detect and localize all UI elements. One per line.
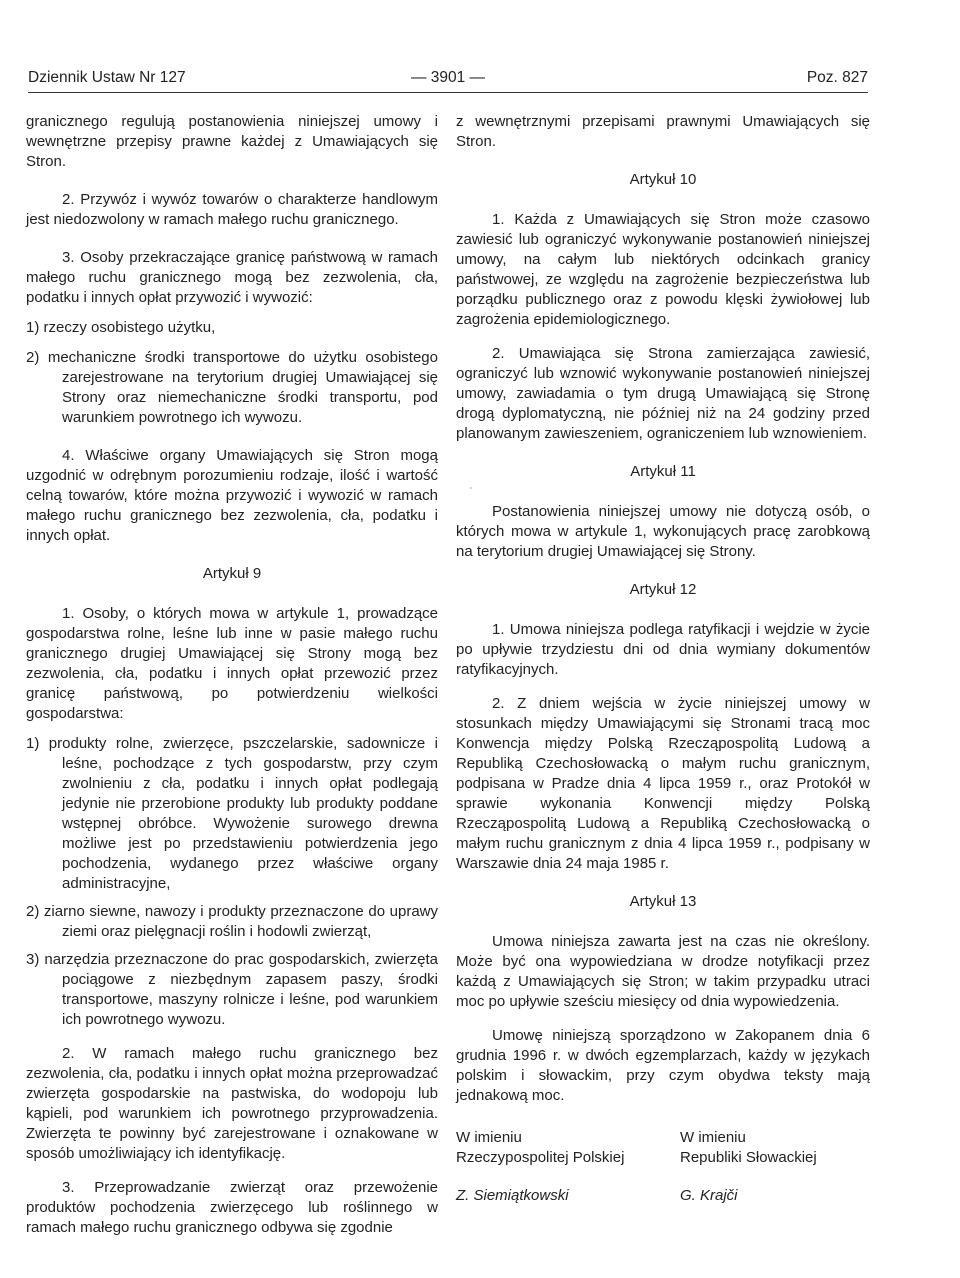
article-12-paragraph-1: 1. Umowa niniejsza podlega ratyfikacji i wejdzie w życie po upływie trzydziestu dni od dnia wymiany dokumentów ratyfikacyjnych. — [456, 621, 870, 678]
article-12-paragraph-2: 2. Z dniem wejścia w życie niniejszej umowy w stosunkach między Umawiającymi się Stronami tracą moc Konwencja między Polską Rzecząpospolitą Ludową a Republiką Czechosłowacką o małym ruchu granicznym, podpisana w Pradze dnia 4 lipca 1959 r., oraz Protokół w sprawie wykonania Konwencji między Polską Rzecząpospolitą Ludową a Republiką Czechosłowacką o małym ruchu granicznym z dnia 4 lipca 1959 r., podpisany w Warszawie dnia 24 maja 1985 r. — [456, 695, 870, 872]
paragraph-2: 2. Przywóz i wywóz towarów o charakterze handlowym jest niedozwolony w ramach małego ruchu granicznego. — [26, 191, 438, 228]
article-12-heading: Artykuł 12 — [629, 581, 697, 598]
journal-title: Dziennik Ustaw Nr 127 — [28, 69, 186, 86]
signature-party: Republiki Słowackiej — [680, 1149, 817, 1166]
article-9-paragraph-3: 3. Przeprowadzanie zwierząt oraz przewożenie produktów pochodzenia zwierzęcego lub roślinnego w ramach małego ruchu granicznego odbywa się zgodnie — [26, 1179, 438, 1236]
signature-label: W imieniu — [680, 1129, 746, 1146]
article-11-paragraph-1: Postanowienia niniejszej umowy nie dotyczą osób, o których mowa w artykule 1, wykonujących pracę zarobkową na terytorium drugiej Umawiającej się Strony. — [456, 503, 870, 560]
article-13-heading: Artykuł 13 — [629, 893, 697, 910]
paragraph-continuation: z wewnętrznymi przepisami prawnymi Umawiających się Stron. — [456, 113, 870, 150]
article-9-paragraph-1: 1. Osoby, o których mowa w artykule 1, prowadzące gospodarstwa rolne, leśne lub inne w pasie małego ruchu granicznego drugiej Umawiającej się Strony mogą bez zezwolenia, cła, podatku i innych opłat przewozić przez granicę państwową, po potwierdzeniu wielkości gospodarstwa: — [26, 605, 438, 722]
list-item: 2) mechaniczne środki transportowe do użytku osobistego zarejestrowane na terytorium drugiej Umawiającej się Strony oraz niemechaniczne środki transportu, pod warunkiem powrotnego ich wywozu. — [26, 349, 438, 426]
signatory-name: G. Krajči — [680, 1187, 738, 1204]
page-header — [28, 64, 868, 88]
article-10-paragraph-2: 2. Umawiająca się Strona zamierzająca zawiesić, ograniczyć lub wznowić wykonywanie postanowień niniejszej umowy, zawiadamia o tym drugą Umawiającą się Stronę drogą dyplomatyczną, nie później niż na 24 godziny przed planowanym zawieszeniem, ograniczeniem lub wznowieniem. — [456, 345, 870, 442]
list-item: 3) narzędzia przeznaczone do prac gospodarskich, zwierzęta pociągowe z niezbędnym zapasem paszy, środki transportowe, maszyny rolnicze i leśne, pod warunkiem ich powrotnego wywozu. — [26, 951, 438, 1028]
paragraph-4: 4. Właściwe organy Umawiających się Stron mogą uzgodnić w odrębnym porozumieniu rodzaje, ilość i wartość celną towarów, które można przywozić i wywozić w ramach małego ruchu granicznego bez zezwolenia, cła, podatku i innych opłat. — [26, 447, 438, 544]
list-item: 1) produkty rolne, zwierzęce, pszczelarskie, sadownicze i leśne, pochodzące z tych gospodarstw, przy czym zwolnieniu z cła, podatku i innych opłat podlegają jedynie nie przerobione produkty lub produkty poddane wstępnej obróbce. Wywożenie surowego drewna możliwe jest po przedstawieniu potwierdzenia jego pochodzenia, wydanego przez właściwe organy administracyjne, — [26, 735, 438, 892]
list-item: 2) ziarno siewne, nawozy i produkty przeznaczone do uprawy ziemi oraz pielęgnacji roślin i hodowli zwierząt, — [26, 903, 438, 940]
article-13-paragraph-2: Umowę niniejszą sporządzono w Zakopanem dnia 6 grudnia 1996 r. w dwóch egzemplarzach, każdy w językach polskim i słowackim, przy czym obydwa teksty mają jednakową moc. — [456, 1027, 870, 1104]
article-10-heading: Artykuł 10 — [629, 171, 697, 188]
left-column — [26, 112, 438, 1238]
paragraph-continuation: granicznego regulują postanowienia niniejszej umowy i wewnętrzne przepisy prawne każdej z Umawiających się Stron. — [26, 113, 438, 170]
signature-slovakia — [680, 1128, 870, 1206]
article-10-paragraph-1: 1. Każda z Umawiających się Stron może czasowo zawiesić lub ograniczyć wykonywanie postanowień niniejszej umowy, na całym lub niektórych odcinkach granicy państwowej, ze względu na zagrożenie bezpieczeństwa lub porządku publicznego oraz z powodu klęski żywiołowej lub zagrożenia epidemiologicznego. — [456, 211, 870, 328]
page-number: — 3901 — — [410, 69, 486, 86]
signature-poland — [456, 1128, 676, 1206]
header-rule — [28, 92, 868, 93]
signature-party: Rzeczypospolitej Polskiej — [456, 1149, 625, 1166]
signatory-name: Z. Siemiątkowski — [456, 1187, 569, 1204]
position-number: Poz. 827 — [806, 69, 868, 86]
right-column — [456, 112, 870, 1238]
signature-label: W imieniu — [456, 1129, 522, 1146]
article-9-paragraph-2: 2. W ramach małego ruchu granicznego bez zezwolenia, cła, podatku i innych opłat można przeprowadzać zwierzęta gospodarskie na pastwiska, do wodopoju lub kąpieli, pod warunkiem ich powrotnego przyprowadzenia. Zwierzęta te powinny być zarejestrowane i oznakowane w sposób umożliwiający ich identyfikację. — [26, 1045, 438, 1162]
article-13-paragraph-1: Umowa niniejsza zawarta jest na czas nie określony. Może być ona wypowiedziana w drodze notyfikacji przez każdą z Umawiających się Stron; w takim przypadku utraci moc po upływie sześciu miesięcy od dnia wypowiedzenia. — [456, 933, 870, 1010]
paragraph-3: 3. Osoby przekraczające granicę państwową w ramach małego ruchu granicznego mogą bez zezwolenia, cła, podatku i innych opłat przywozić i wywozić: — [26, 249, 438, 306]
signature-block — [456, 1128, 870, 1238]
article-11-heading: Artykuł 11 — [630, 463, 696, 480]
article-9-heading: Artykuł 9 — [202, 565, 262, 582]
list-item: 1) rzeczy osobistego użytku, — [26, 319, 216, 336]
